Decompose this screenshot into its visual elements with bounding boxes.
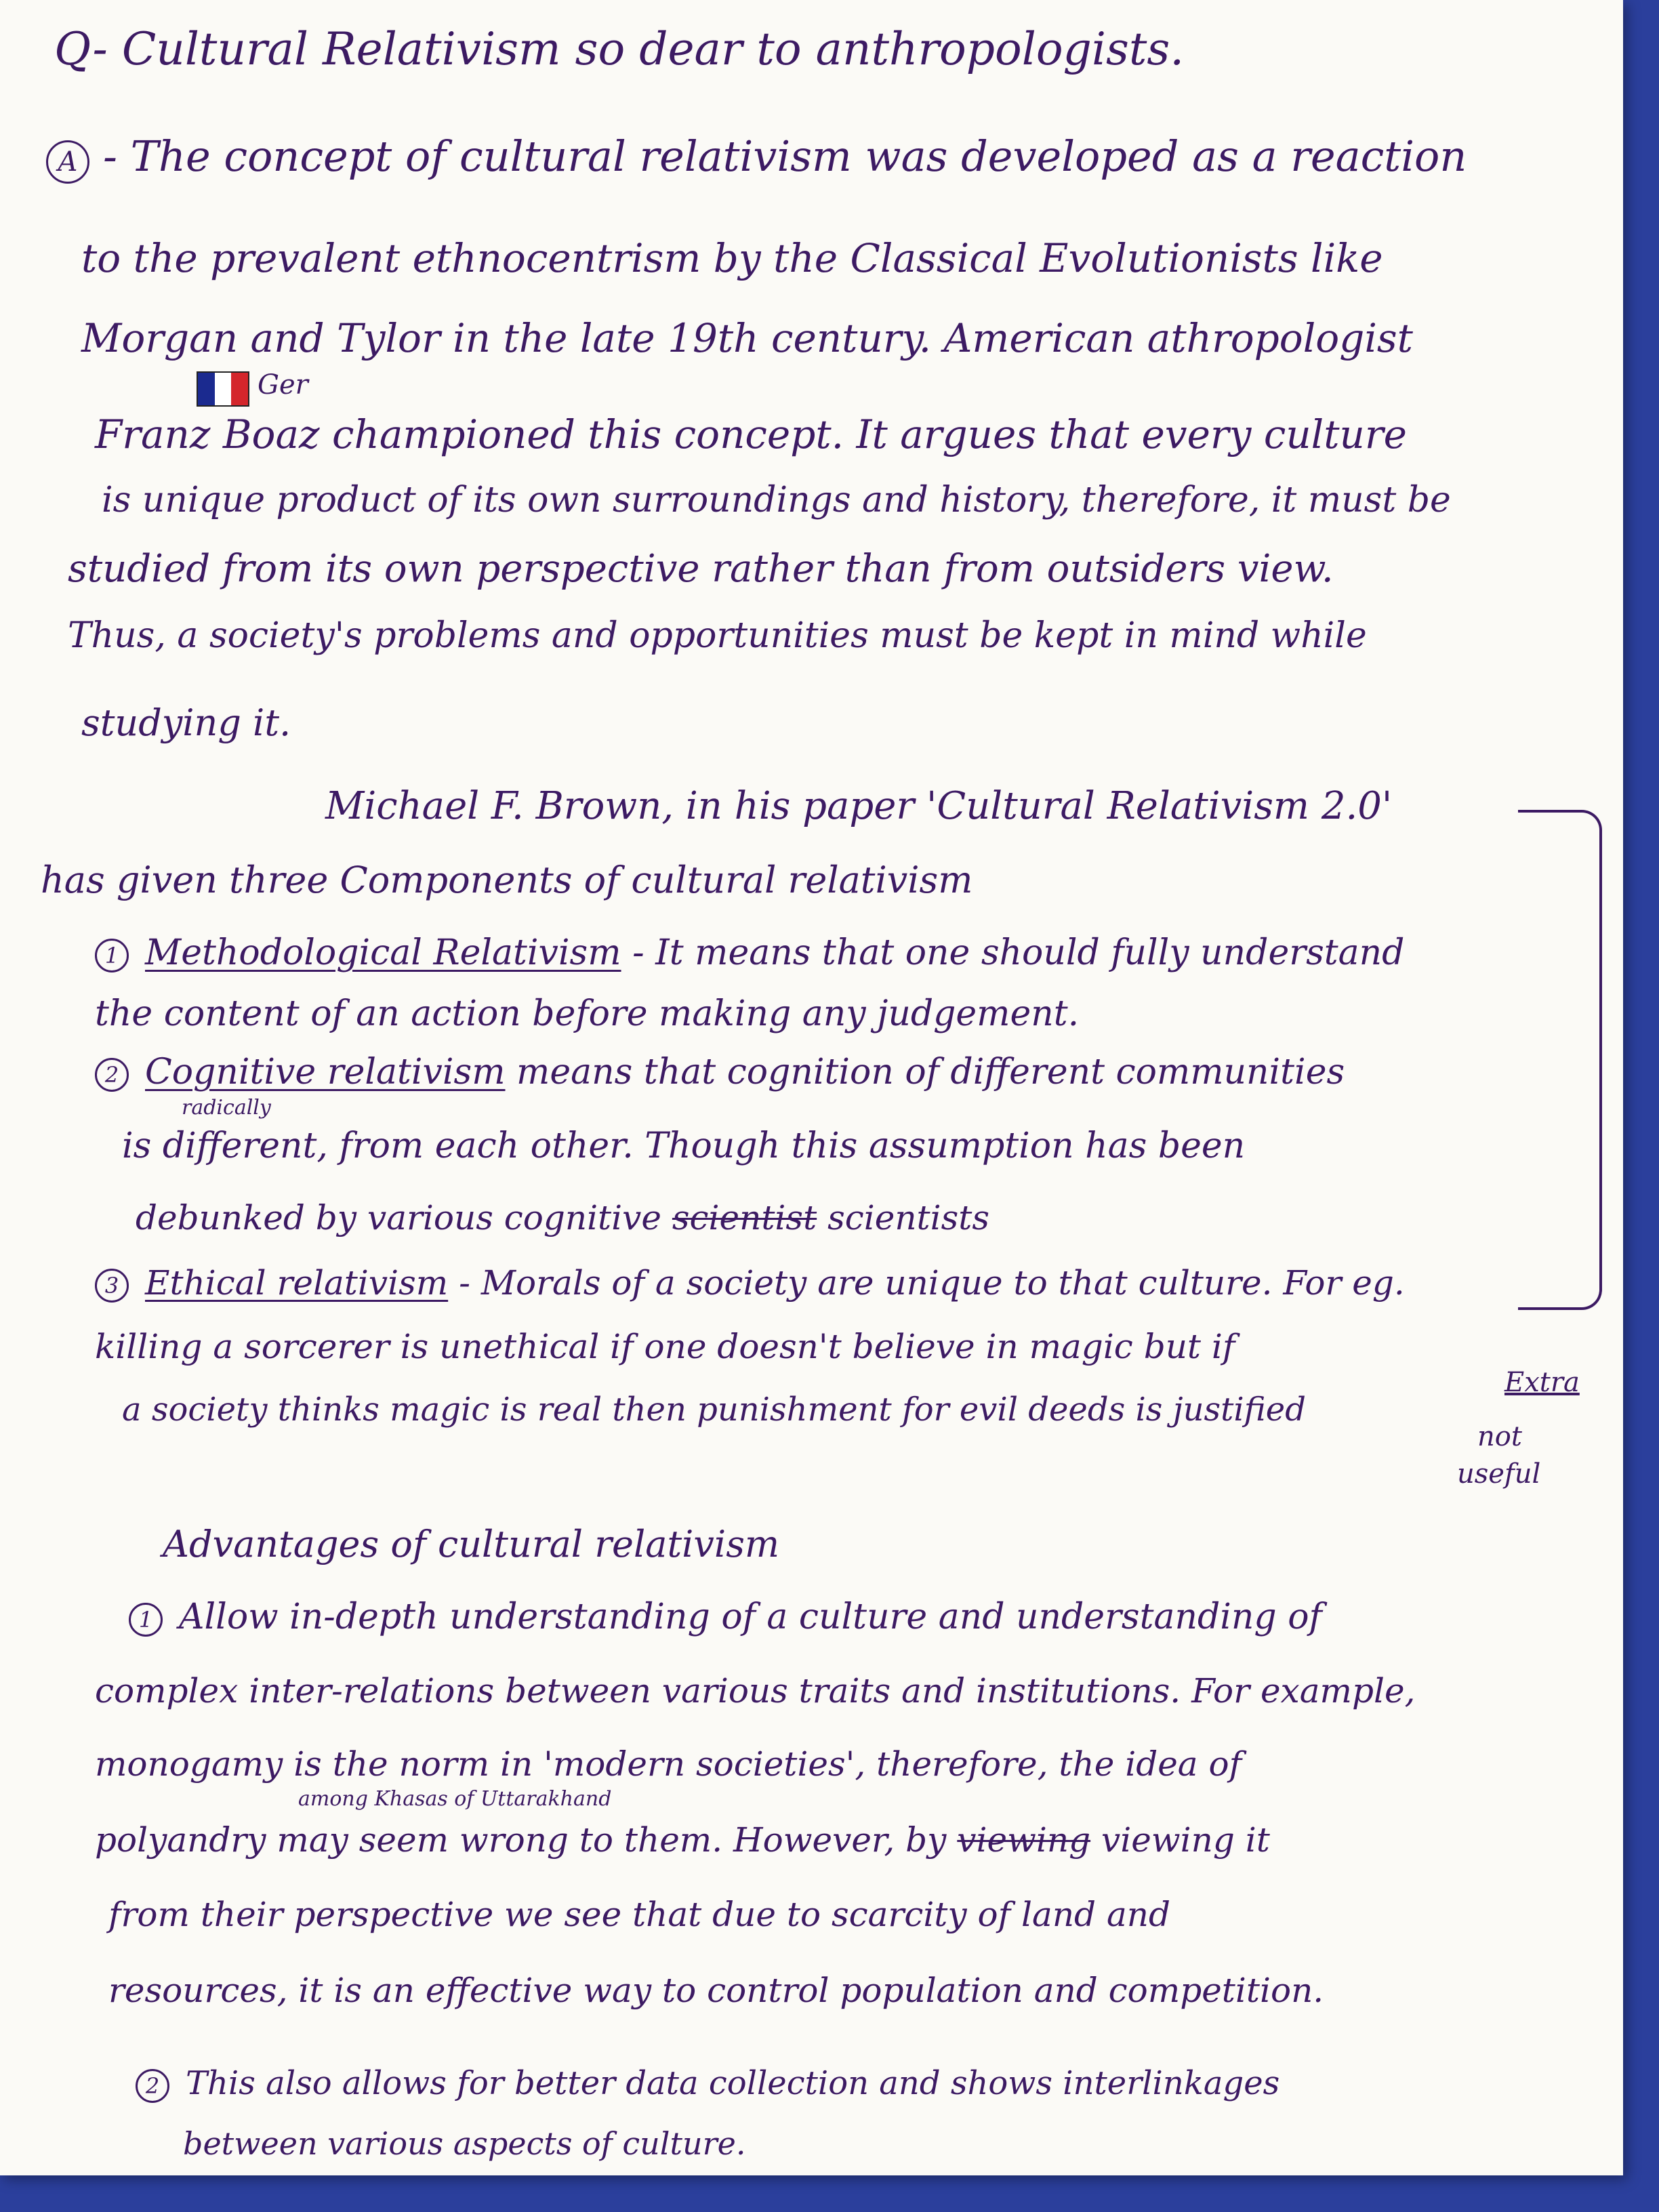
component-number: 3 [95,1269,129,1303]
flag-stripe [231,373,248,405]
advantage-1-line [95,1820,1270,1860]
component-text: means that cognition of different communities [505,1052,1345,1092]
paragraph1-line: is unique product of its own surroundings and history, therefore, it must be [102,480,1451,520]
paragraph1-line: - The concept of cultural relativism was developed as a reaction [103,131,1467,181]
component-term: Cognitive relativism [145,1052,506,1092]
margin-bracket [1518,810,1602,1310]
component-1-cont: the content of an action before making any judgement. [95,994,1080,1034]
component-3 [95,1263,1405,1303]
advantage-text: viewing it [1101,1820,1270,1860]
question-title [54,23,1185,75]
component-2-prefix: is [122,1126,152,1166]
component-2-cont [136,1198,990,1237]
advantage-number: 1 [129,1603,163,1637]
answer-line-1 [46,131,1467,184]
advantage-text: This also allows for better data collection and shows interlinkages [186,2064,1280,2102]
flag-stripe [198,373,215,405]
component-2-line: scientists [827,1198,990,1237]
insertion-khasas: among Khasas of Uttarakhand [298,1787,612,1811]
paragraph1-line: Morgan and Tylor in the late 19th century. American athropologist [81,315,1413,361]
component-3-cont: a society thinks magic is real then punishment for evil deeds is justified [122,1391,1306,1429]
component-2-line: different, from each other. Though this assumption has been [162,1126,1246,1166]
component-2 [95,1054,1345,1092]
flag-stripe [215,373,232,405]
advantage-1-line: complex inter-relations between various traits and institutions. For example, [95,1671,1416,1711]
component-2-line: debunked by various cognitive [136,1198,661,1237]
component-number: 2 [95,1058,129,1092]
paragraph2-line: Michael F. Brown, in his paper 'Cultural Relativism 2.0' [325,784,1393,828]
paragraph1-line: Thus, a society's problems and opportunities must be kept in mind while [68,615,1367,656]
advantage-1-line: from their perspective we see that due to scarcity of land and [108,1895,1170,1934]
advantage-number: 2 [136,2069,169,2103]
paragraph1-line: to the prevalent ethnocentrism by the Classical Evolutionists like [81,235,1383,281]
advantage-1-line: monogamy is the norm in 'modern societies', therefore, the idea of [95,1744,1242,1784]
advantage-2-line [136,2064,1280,2103]
advantage-text: Allow in-depth understanding of a culture and understanding of [179,1597,1322,1637]
component-text: - Morals of a society are unique to that culture. For eg. [448,1263,1405,1303]
advantage-1-line: resources, it is an effective way to control population and competition. [108,1971,1324,2010]
margin-note-line: Extra [1504,1367,1580,1398]
margin-note-line: useful [1457,1458,1541,1490]
paragraph2-line: has given three Components of cultural relativism [41,859,973,901]
component-1 [95,935,1404,972]
advantage-text: polyandry may seem wrong to them. However, by [95,1820,947,1860]
struck-word: viewing [957,1820,1091,1860]
component-text: - It means that one should fully understand [621,933,1405,973]
question-text: Cultural Relativism so dear to anthropologists. [121,23,1185,75]
component-term: Methodological Relativism [145,933,621,973]
annotation-above-boaz: Ger [258,369,308,401]
paragraph1-line: studying it. [81,701,291,744]
insertion-radically: radically [182,1096,271,1120]
component-term: Ethical relativism [145,1263,449,1303]
component-3-cont: killing a sorcerer is unethical if one doesn't believe in magic but if [95,1327,1235,1366]
advantage-2-line: between various aspects of culture. [183,2125,746,2162]
advantage-1-line [129,1599,1322,1637]
component-2-cont [122,1128,1245,1164]
question-number: Q- [54,23,108,75]
france-flag-icon [197,371,249,407]
paragraph1-line: studied from its own perspective rather than from outsiders view. [68,547,1334,591]
paragraph1-line: Franz Boaz championed this concept. It argues that every culture [95,411,1407,457]
component-number: 1 [95,939,129,972]
answer-marker: A [46,140,89,184]
advantages-heading: Advantages of cultural relativism [163,1523,780,1565]
margin-note-line: not [1477,1421,1522,1452]
struck-word: scientist [672,1198,817,1237]
